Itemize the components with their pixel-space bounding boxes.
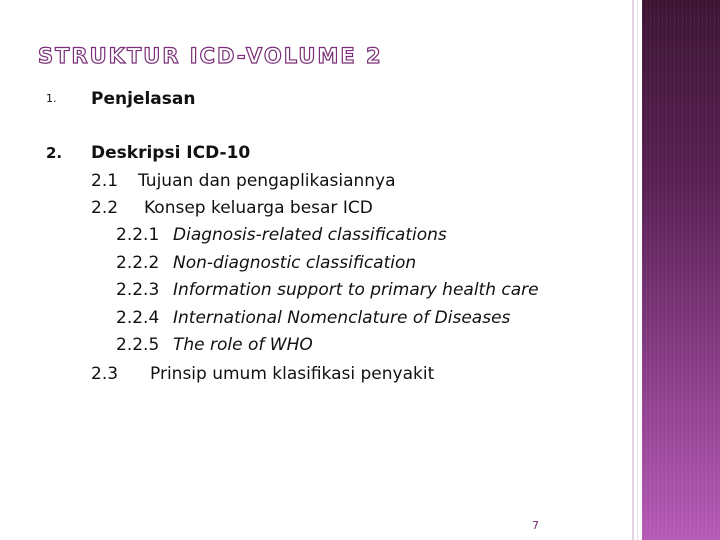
subitem: [116, 225, 447, 245]
subitem-code: 2.2.3: [116, 280, 160, 300]
list-item-label: Deskripsi ICD-10: [91, 143, 251, 163]
band-texture: [642, 0, 720, 540]
subitem: [116, 335, 313, 355]
subitem-text: Prinsip umum klasifikasi penyakit: [150, 364, 435, 384]
band-divider: [626, 0, 642, 540]
subitem-text: Information support to primary health care: [173, 280, 539, 300]
subitem-text: Non-diagnostic classification: [173, 253, 417, 273]
subitem-text: Diagnosis-related classifications: [173, 225, 447, 245]
list-item-number: 1.: [46, 92, 57, 105]
decorative-side-band: [642, 0, 720, 540]
subitem: [91, 364, 434, 384]
subitem-text: International Nomenclature of Diseases: [173, 308, 511, 328]
subitem: [116, 253, 416, 273]
subitem-code: 2.2: [91, 198, 119, 218]
subitem-text: The role of WHO: [173, 335, 313, 355]
subitem: [116, 280, 539, 300]
subitem-code: 2.2.5: [116, 335, 160, 355]
subitem-text: Tujuan dan pengaplikasiannya: [138, 171, 396, 191]
subitem-text: Konsep keluarga besar ICD: [144, 198, 373, 218]
subitem: [91, 171, 396, 191]
subitem-code: 2.3: [91, 364, 119, 384]
page-number: 7: [532, 519, 539, 532]
list-item-number: 2.: [46, 144, 63, 162]
subitem-code: 2.2.4: [116, 308, 160, 328]
subitem: [91, 198, 373, 218]
slide-title: STRUKTUR ICD-VOLUME 2: [38, 44, 383, 68]
subitem-code: 2.2.2: [116, 253, 160, 273]
subitem-code: 2.2.1: [116, 225, 160, 245]
subitem-code: 2.1: [91, 171, 119, 191]
list-item-label: Penjelasan: [91, 89, 196, 109]
subitem: [116, 308, 510, 328]
